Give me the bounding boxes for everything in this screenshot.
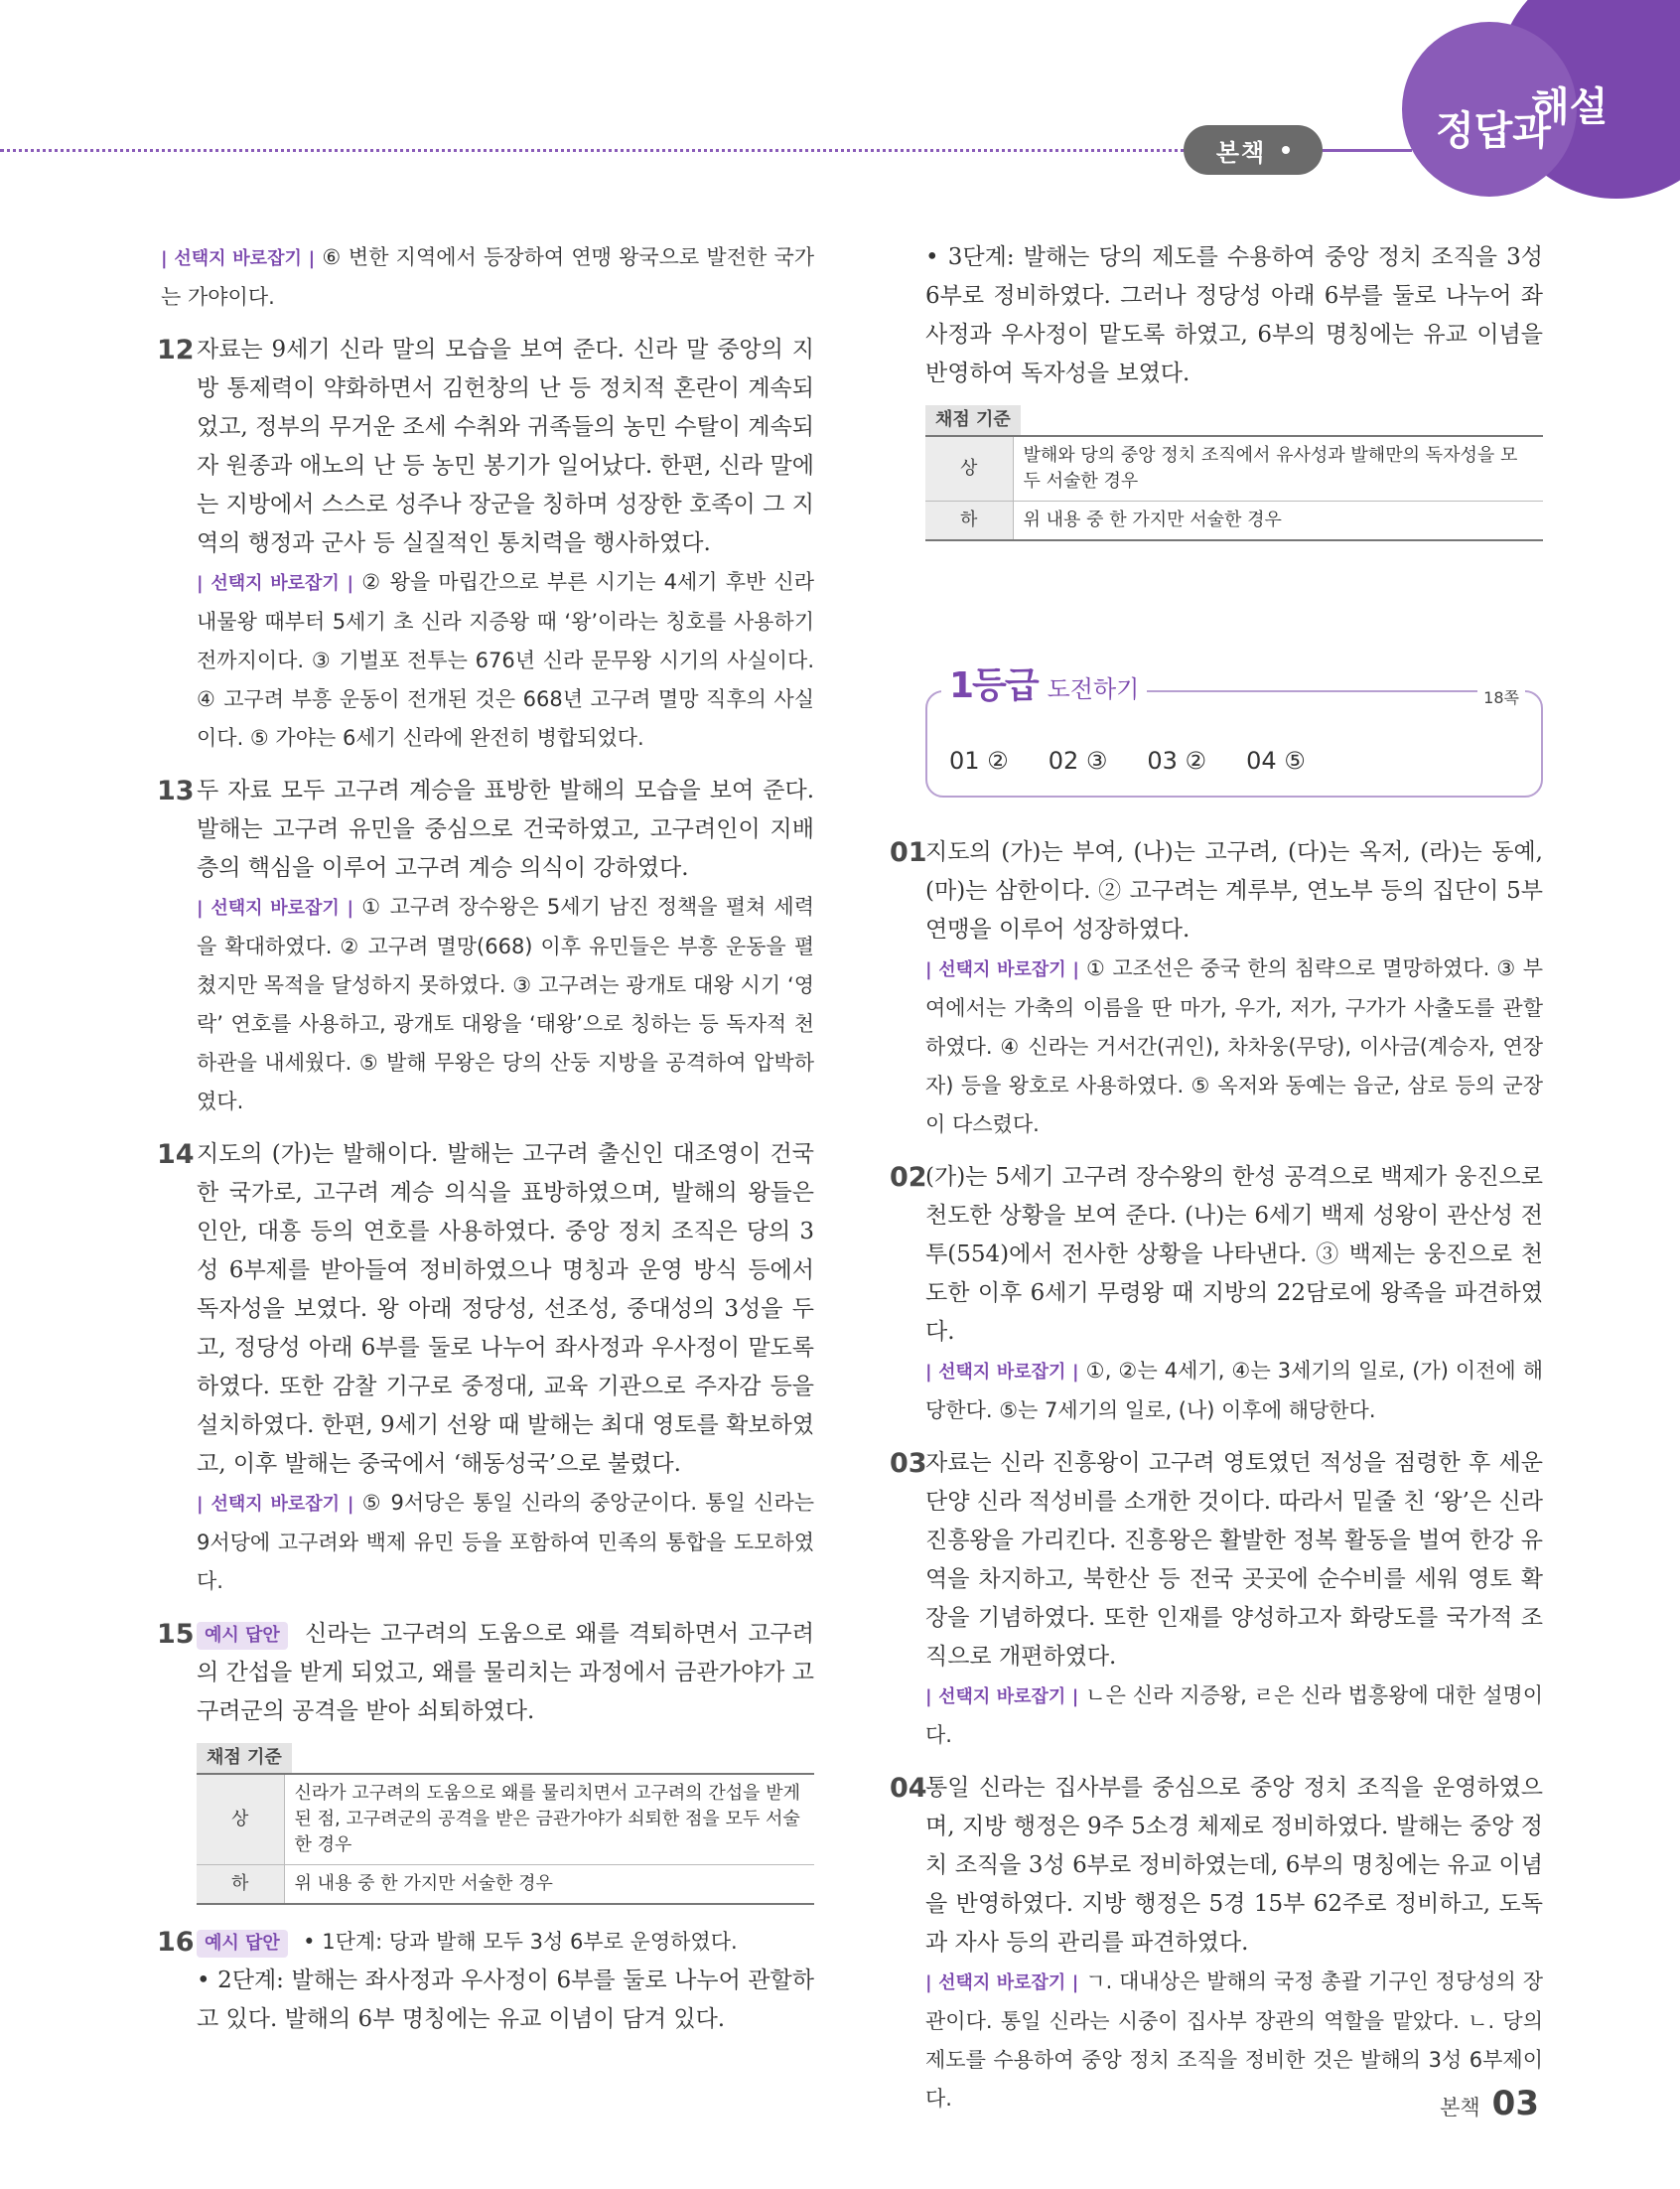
challenge-title — [941, 666, 1147, 709]
grading-title: 채점 기준 — [925, 405, 1021, 435]
question-number: 14 — [157, 1139, 195, 1170]
correction-label: | 선택지 바로잡기 | — [197, 1494, 354, 1515]
c02-correction: | 선택지 바로잡기 | ①, ②는 4세기, ④는 3세기의 일로, (가) 이전에 해당한다. ⑤는 7세기의 일로, (나) 이후에 해당한다. — [925, 1352, 1543, 1430]
correction-label: | 선택지 바로잡기 | — [925, 1972, 1078, 1993]
grade-criteria: 위 내용 중 한 가지만 서술한 경우 — [1013, 502, 1543, 541]
question-number: 12 — [157, 335, 195, 365]
section-tab-label: 본책 — [1215, 138, 1267, 167]
challenge-title-main: 1등급 — [949, 665, 1038, 706]
grade-criteria: 발해와 당의 중앙 정치 조직에서 유사성과 발해만의 독자성을 모두 서술한 경우 — [1013, 436, 1543, 502]
challenge-question-02 — [890, 1158, 1543, 1430]
question-14 — [157, 1135, 815, 1601]
table-row — [197, 1774, 814, 1865]
correction-label: | 선택지 바로잡기 | — [197, 573, 353, 594]
question-number: 15 — [157, 1619, 195, 1650]
challenge-page-ref: 18쪽 — [1477, 678, 1525, 717]
grading-table — [197, 1743, 814, 1905]
header-dotted-line — [0, 149, 1191, 152]
step-2: • 2단계: 발해는 좌사정과 우사정이 6부를 둘로 나누어 관할하고 있다. 발해의 6부 명칭에는 유교 이념이 담겨 있다. — [197, 1968, 814, 2032]
challenge-question-03 — [890, 1444, 1544, 1755]
question-number: 16 — [157, 1927, 195, 1958]
header-badge-line1: 정답과 — [1436, 108, 1551, 154]
table-row — [925, 436, 1543, 502]
question-16 — [157, 1923, 814, 2039]
challenge-question-01 — [890, 833, 1543, 1144]
left-column — [157, 238, 815, 2039]
question-number: 04 — [890, 1773, 927, 1804]
correction-label: | 선택지 바로잡기 | — [925, 1686, 1078, 1707]
grade-level: 상 — [925, 436, 1013, 502]
example-answer-badge: 예시 답안 — [197, 1930, 288, 1958]
right-column — [890, 238, 1544, 2118]
question-number: 13 — [157, 776, 195, 806]
question-number: 03 — [890, 1448, 927, 1479]
page-number: 03 — [1491, 2084, 1539, 2123]
question-text: 지도의 (가)는 발해이다. 발해는 고구려 출신인 대조영이 건국한 국가로, 고구려 계승 의식을 표방하였으며, 발해의 왕들은 인안, 대흥 등의 연호를 사용하였다. 중앙 정치 조직은 당의 3성 6부제를 받아들여 정비하였으나 명칭과 운영 방식 등에서 독자성을 보였다. 왕 아래 정당성, 선조성, 중대성의 3성을 두고, 정당성 아래 6부를 둘로 나누어 좌사정과 우사정이 맡도록 하였다. 또한 감찰 기구로 중정대, 교육 기관으로 주자감 등을 설치하였다. 한편, 9세기 선왕 때 발해는 최대 영토를 확보하였고, 이후 발해는 중국에서 ‘해동성국’으로 불렸다. — [197, 1141, 814, 1477]
answer-item: 01 ② — [949, 747, 1009, 775]
correction-label: | 선택지 바로잡기 | — [925, 959, 1079, 980]
correction-label: | 선택지 바로잡기 | — [197, 898, 353, 919]
grade-level: 하 — [197, 1865, 284, 1905]
question-text: 두 자료 모두 고구려 계승을 표방한 발해의 모습을 보여 준다. 발해는 고구려 유민을 중심으로 건국하였고, 고구려인이 지배층의 핵심을 이루어 고구려 계승 의식이 강하였다. — [197, 778, 814, 881]
dot-icon — [1282, 146, 1290, 154]
answer-item: 04 ⑤ — [1246, 747, 1306, 775]
answer-item: 02 ③ — [1048, 747, 1108, 775]
grade-level: 상 — [197, 1774, 284, 1865]
question-text: 통일 신라는 집사부를 중심으로 중앙 정치 조직을 운영하였으며, 지방 행정은 9주 5소경 체제로 정비하였다. 발해는 중앙 정치 조직을 3성 6부로 정비하였는데, 6부의 명칭에는 유교 이념을 반영하였다. 지방 행정은 5경 15부 62주로 정비하고, 도독과 자사 등의 관리를 파견하였다. — [925, 1775, 1543, 1956]
challenge-title-sub: 도전하기 — [1047, 675, 1140, 703]
grade-criteria: 위 내용 중 한 가지만 서술한 경우 — [284, 1865, 814, 1905]
challenge-answer-list — [949, 742, 1306, 781]
table-row — [197, 1865, 814, 1905]
challenge-box — [925, 665, 1543, 798]
question-text: 예시 답안 신라는 고구려의 도움으로 왜를 격퇴하면서 고구려의 간섭을 받게 되었고, 왜를 물리치는 과정에서 금관가야가 고구려군의 공격을 받아 쇠퇴하였다. — [197, 1621, 814, 1724]
question-15 — [157, 1615, 814, 1905]
question-number: 02 — [890, 1162, 927, 1193]
q14-correction: | 선택지 바로잡기 | ⑤ 9서당은 통일 신라의 중앙군이다. 통일 신라는 9서당에 고구려와 백제 유민 등을 포함하여 민족의 통합을 도모하였다. — [197, 1484, 814, 1601]
grade-criteria: 신라가 고구려의 도움으로 왜를 물리치면서 고구려의 간섭을 받게 된 점, 고구려군의 공격을 받은 금관가야가 쇠퇴한 점을 모두 서술한 경우 — [284, 1774, 814, 1865]
footer-book-label: 본책 — [1440, 2096, 1480, 2119]
c03-correction: | 선택지 바로잡기 | ㄴ은 신라 지증왕, ㄹ은 신라 법흥왕에 대한 설명이다. — [925, 1677, 1543, 1755]
challenge-question-04 — [890, 1769, 1544, 2118]
grading-title: 채점 기준 — [197, 1743, 292, 1773]
answer-item: 03 ② — [1147, 747, 1207, 775]
header-badge-line2: 해설 — [1531, 84, 1609, 130]
q11-correction: | 선택지 바로잡기 | ⑥ 변한 지역에서 등장하여 연맹 왕국으로 발전한 국가는 가야이다. — [161, 238, 814, 317]
grading-table — [925, 405, 1543, 541]
q12-correction: | 선택지 바로잡기 | ② 왕을 마립간으로 부른 시기는 4세기 후반 신라 내물왕 때부터 5세기 초 신라 지증왕 때 ‘왕’이라는 칭호를 사용하기 전까지이다. ③ 기벌포 전투는 676년 신라 문무왕 시기의 사실이다. ④ 고구려 부흥 운동이 전개된 것은 668년 고구려 멸망 직후의 사실이다. ⑤ 가야는 6세기 신라에 완전히 병합되었다. — [197, 563, 814, 758]
question-text: 자료는 신라 진흥왕이 고구려 영토였던 적성을 점령한 후 세운 단양 신라 적성비를 소개한 것이다. 따라서 밑줄 친 ‘왕’은 신라 진흥왕을 가리킨다. 진흥왕은 활발한 정복 활동을 벌여 한강 유역을 차지하고, 북한산 등 전국 곳곳에 순수비를 세워 영토 확장을 기념하였다. 또한 인재를 양성하고자 화랑도를 국가적 조직으로 개편하였다. — [925, 1450, 1543, 1670]
correction-label: | 선택지 바로잡기 | — [925, 1362, 1079, 1383]
c01-correction: | 선택지 바로잡기 | ① 고조선은 중국 한의 침략으로 멸망하였다. ③ 부여에서는 가축의 이름을 딴 마가, 우가, 저가, 구가가 사출도를 관할하였다. ④ 신라는 거서간(귀인), 차차웅(무당), 이사금(계승자, 연장자) 등을 왕호로 사용하였다. ⑤ 옥저와 동예는 읍군, 삼로 등의 군장이 다스렸다. — [925, 949, 1543, 1144]
section-tab — [1184, 125, 1323, 175]
question-text: 지도의 (가)는 부여, (나)는 고구려, (다)는 옥저, (라)는 동예, (마)는 삼한이다. ② 고구려는 계루부, 연노부 등의 집단이 5부 연맹을 이루어 성장하였다. — [925, 839, 1543, 943]
question-text: 자료는 9세기 신라 말의 모습을 보여 준다. 신라 말 중앙의 지방 통제력이 약화하면서 김헌창의 난 등 정치적 혼란이 계속되었고, 정부의 무거운 조세 수취와 귀족들의 농민 수탈이 계속되자 원종과 애노의 난 등 농민 봉기가 일어났다. 한편, 신라 말에는 지방에서 스스로 성주나 장군을 칭하며 성장한 호족이 그 지역의 행정과 군사 등 실질적인 통치력을 행사하였다. — [197, 337, 814, 556]
table-row — [925, 502, 1543, 541]
question-13 — [157, 772, 814, 1121]
question-number: 01 — [890, 837, 927, 868]
question-text: (가)는 5세기 고구려 장수왕의 한성 공격으로 백제가 웅진으로 천도한 상황을 보여 준다. (나)는 6세기 백제 성왕이 관산성 전투(554)에서 전사한 상황을 나타낸다. ③ 백제는 웅진으로 천도한 이후 6세기 무령왕 때 지방의 22담로에 왕족을 파견하였다. — [925, 1164, 1543, 1345]
question-12 — [157, 331, 814, 758]
q13-correction: | 선택지 바로잡기 | ① 고구려 장수왕은 5세기 남진 정책을 펼쳐 세력을 확대하였다. ② 고구려 멸망(668) 이후 유민들은 부흥 운동을 펼쳤지만 목적을 달성하지 못하였다. ③ 고구려는 광개토 대왕 시기 ‘영락’ 연호를 사용하고, 광개토 대왕을 ‘태왕’으로 칭하는 등 독자적 천하관을 내세웠다. ⑤ 발해 무왕은 당의 산둥 지방을 공격하여 압박하였다. — [197, 888, 814, 1121]
grade-level: 하 — [925, 502, 1013, 541]
step-3: • 3단계: 발해는 당의 제도를 수용하여 중앙 정치 조직을 3성 6부로 정비하였다. 그러나 정당성 아래 6부를 둘로 나누어 좌사정과 우사정이 맡도록 하였고, 6부의 명칭에는 유교 이념을 반영하여 독자성을 보였다. — [925, 244, 1543, 386]
header-line — [1323, 149, 1412, 152]
correction-label: | 선택지 바로잡기 | — [161, 248, 315, 269]
step-1: • 1단계: 당과 발해 모두 3성 6부로 운영하였다. — [303, 1930, 738, 1954]
page-footer — [1440, 2084, 1539, 2123]
example-answer-badge: 예시 답안 — [197, 1622, 288, 1650]
c04-correction: | 선택지 바로잡기 | ㄱ. 대내상은 발해의 국정 총괄 기구인 정당성의 장관이다. 통일 신라는 시중이 집사부 장관의 역할을 맡았다. ㄴ. 당의 제도를 수용하여 중앙 정치 조직을 정비한 것은 발해의 3성 6부제이다. — [925, 1963, 1543, 2118]
